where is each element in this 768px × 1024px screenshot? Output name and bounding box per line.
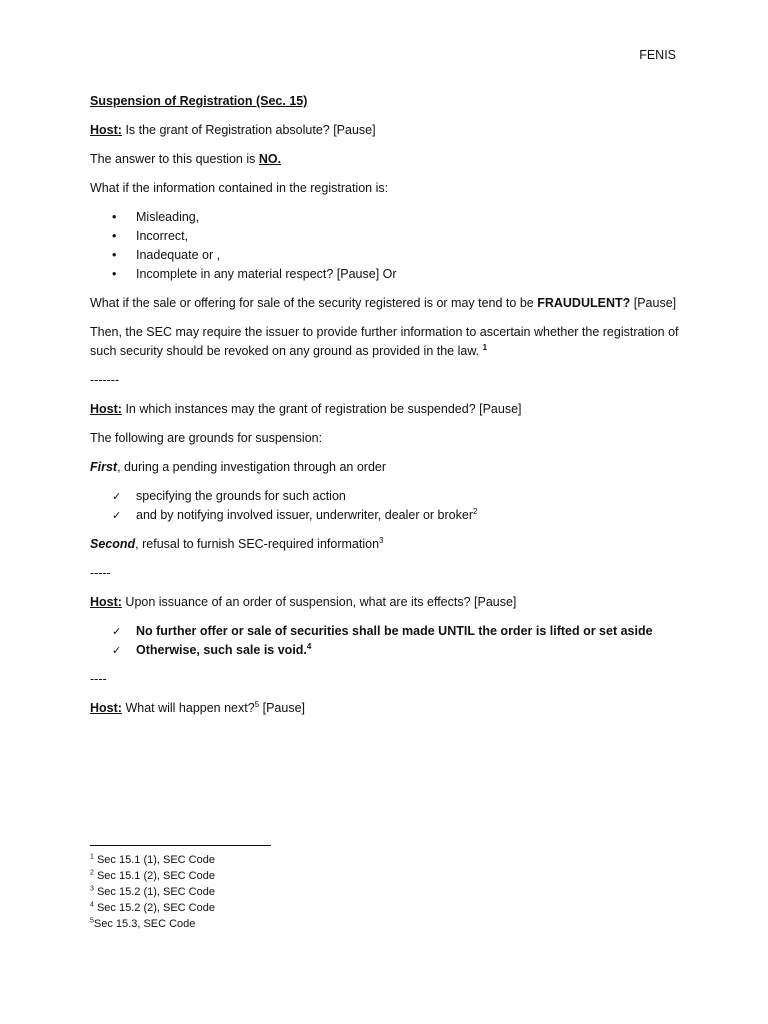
question-text: Upon issuance of an order of suspension, what are its effects? [Pause] — [121, 595, 517, 609]
footnote-ref[interactable]: 2 — [473, 506, 478, 516]
check-item-text: No further offer or sale of securities shall be made UNTIL the order is lifted or set aside — [136, 624, 653, 638]
host-label: Host: — [90, 595, 122, 609]
host-label: Host: — [90, 701, 122, 715]
footnote-item — [90, 900, 490, 916]
footnote-number: 1 — [90, 853, 94, 861]
footnote-text: Sec 15.2 (1), SEC Code — [93, 886, 215, 898]
section-title — [90, 92, 690, 111]
footnote-number: 5 — [90, 917, 94, 925]
document-body — [90, 92, 690, 728]
grounds-intro: The following are grounds for suspension: — [90, 431, 323, 445]
second-text: , refusal to furnish SEC-required information — [135, 537, 380, 551]
footnote-item — [90, 852, 490, 868]
footnote-item — [90, 868, 490, 884]
footnote-item — [90, 884, 490, 900]
first-ground — [90, 458, 690, 477]
host-question-1 — [90, 121, 690, 140]
sale-question-suffix: [Pause] — [630, 296, 677, 310]
question-text: In which instances may the grant of registration be suspended? [Pause] — [125, 402, 522, 416]
bullet-item: • Incorrect, — [90, 227, 690, 246]
check-item — [90, 506, 690, 525]
separator: ------- — [90, 373, 120, 387]
first-check-list — [90, 487, 690, 525]
check-item-text: specifying the grounds for such action — [136, 489, 346, 503]
footnote-text: Sec 15.1 (1), SEC Code — [93, 854, 215, 866]
check-item-text: Otherwise, such sale is void. — [136, 643, 307, 657]
check-item — [90, 641, 690, 660]
sale-question-prefix: What if the sale or offering for sale of the security registered is or may tend to be — [90, 296, 538, 310]
question-text: What will happen next? — [125, 701, 255, 715]
bullet-item: • Incomplete in any material respect? [Pause] Or — [90, 265, 690, 284]
sale-question — [90, 294, 690, 313]
effects-check-list — [90, 622, 690, 660]
first-label: First — [90, 460, 118, 474]
host-question-3 — [90, 593, 690, 612]
separator: ---- — [90, 672, 107, 686]
footnote-number: 2 — [90, 869, 94, 877]
check-item — [90, 487, 690, 506]
then-paragraph-text: Then, the SEC may require the issuer to provide further information to ascertain whether the registration of such security should be revoked on any ground as provided in the law. — [90, 325, 679, 358]
footnote-text: Sec 15.2 (2), SEC Code — [93, 902, 215, 914]
bullet-item: • Inadequate or , — [90, 246, 690, 265]
host-question-2 — [90, 400, 690, 419]
answer-value: NO. — [258, 152, 282, 166]
footnote-ref[interactable]: 5 — [254, 699, 260, 709]
footnote-ref[interactable]: 4 — [306, 641, 312, 651]
then-paragraph — [90, 323, 690, 361]
answer-prefix: The answer to this question is — [90, 152, 259, 166]
footnote-number: 4 — [90, 901, 94, 909]
sale-question-emphasis: FRAUDULENT? — [537, 296, 631, 310]
page-header-author: FENIS — [639, 48, 676, 62]
question-text: Is the grant of Registration absolute? [Pause] — [125, 123, 376, 137]
footnote-number: 3 — [90, 885, 94, 893]
check-item-text: and by notifying involved issuer, underwriter, dealer or broker — [136, 508, 473, 522]
footnote-text: Sec 15.1 (2), SEC Code — [93, 870, 215, 882]
footnote-item — [90, 916, 490, 932]
second-ground — [90, 535, 690, 554]
answer-line — [90, 150, 690, 169]
host-label: Host: — [90, 402, 122, 416]
check-item — [90, 622, 690, 641]
info-bullet-list — [90, 208, 690, 284]
info-question: What if the information contained in the registration is: — [90, 181, 389, 195]
host-label: Host: — [90, 123, 122, 137]
footnote-ref[interactable]: 3 — [379, 535, 384, 545]
host-question-4 — [90, 699, 690, 718]
second-label: Second — [90, 537, 136, 551]
section-title-text: Suspension of Registration (Sec. 15) — [90, 94, 308, 108]
footnote-divider — [90, 845, 271, 846]
footnote-text: Sec 15.3, SEC Code — [93, 918, 196, 930]
footnote-ref[interactable]: 1 — [482, 342, 488, 352]
bullet-item: • Misleading, — [90, 208, 690, 227]
first-text: , during a pending investigation through an order — [117, 460, 387, 474]
question-suffix: [Pause] — [259, 701, 306, 715]
footnotes-section — [90, 845, 490, 932]
separator: ----- — [90, 566, 111, 580]
